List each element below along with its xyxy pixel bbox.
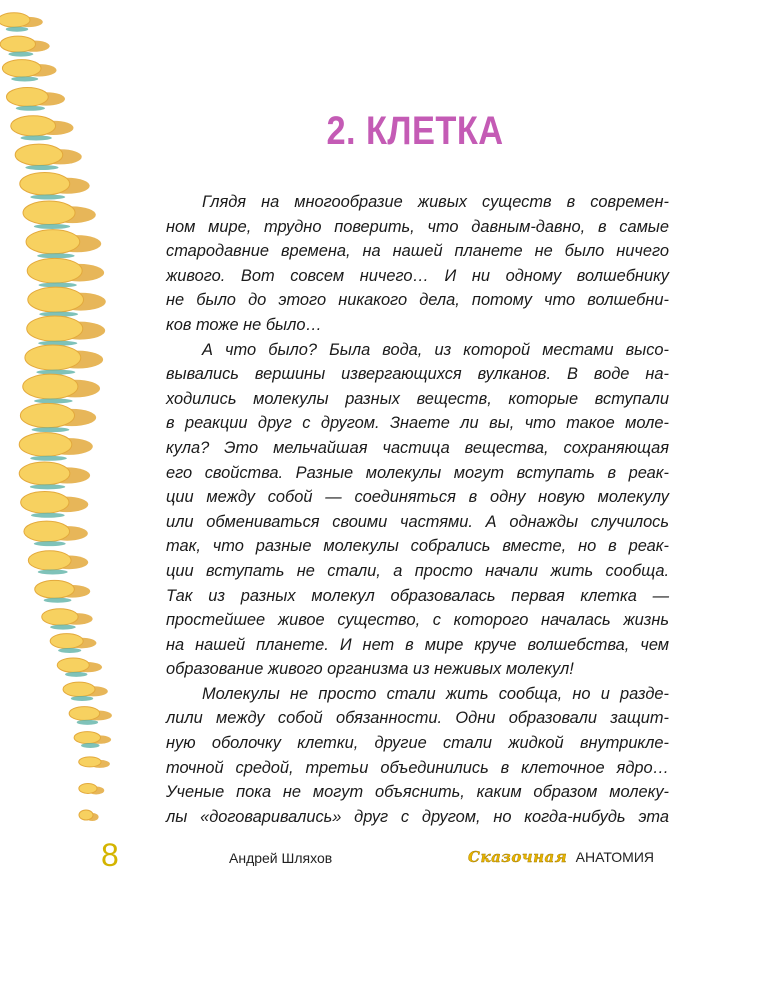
vertebra — [19, 433, 93, 457]
text-line: живого. Вот совсем ничего… И ни одному волшебнику — [166, 266, 669, 285]
intervertebral-disc — [71, 696, 93, 701]
text-line: кула? Это мельчайшая частица вещества, сохраняющая — [166, 438, 669, 457]
vertebra — [0, 13, 43, 27]
vertebra — [25, 345, 103, 370]
text-line: не было до этого никакого дела, потому что волшебни- — [166, 291, 669, 310]
intervertebral-disc — [32, 427, 70, 432]
vertebra-body — [50, 634, 83, 649]
text-line: А что было? Была вода, из которой местами высо- — [202, 340, 669, 359]
vertebra — [24, 521, 88, 542]
vertebra-body — [27, 316, 83, 341]
body-text — [166, 190, 669, 829]
vertebra-body — [23, 374, 78, 399]
vertebra-body — [20, 173, 70, 195]
chapter-title: 2. КЛЕТКА — [326, 109, 504, 153]
intervertebral-disc — [8, 52, 33, 57]
text-line: образование живого организма из неживых молекул! — [166, 660, 574, 679]
vertebra — [26, 230, 101, 254]
vertebra — [6, 87, 65, 106]
text-line: на нашей планете. И нет в мире круче волшебства, чем — [166, 635, 669, 654]
vertebra — [28, 551, 88, 570]
vertebra — [0, 36, 50, 52]
intervertebral-disc — [30, 484, 65, 489]
text-line: стародавние времена, на нашей планете не было ничего — [166, 242, 669, 261]
vertebra — [27, 316, 105, 341]
vertebra — [28, 287, 106, 312]
text-line: Молекулы не просто стали жить сообща, но и разде- — [202, 684, 669, 703]
vertebra-body — [26, 230, 80, 254]
vertebra — [35, 580, 91, 598]
vertebra-body — [2, 60, 41, 77]
vertebra — [79, 810, 99, 821]
intervertebral-disc — [34, 398, 73, 403]
intervertebral-disc — [34, 541, 66, 546]
text-line: ции между собой — соединяться в одну новую молекулу — [166, 488, 669, 507]
text-line: ную оболочку клетки, другие стали жидкой внутрикле- — [166, 734, 669, 753]
vertebra-body — [23, 201, 75, 224]
vertebra — [21, 492, 89, 514]
text-line: ходились молекулы разных веществ, которые вступали — [166, 389, 669, 408]
text-line: точной средой, третьи объединились в клеточное ядро… — [166, 758, 669, 777]
text-line: вывались вершины извергающихся вулканов. В воде на- — [166, 365, 669, 384]
vertebra — [19, 462, 90, 485]
vertebra — [15, 144, 82, 165]
vertebra-body — [79, 757, 101, 767]
intervertebral-disc — [6, 27, 28, 32]
intervertebral-disc — [16, 106, 45, 111]
text-line: Глядя на многообразие живых существ в современ- — [202, 193, 669, 211]
text-line: его свойства. Разные молекулы могут вступать в реак- — [166, 463, 669, 482]
vertebra-body — [69, 707, 100, 721]
intervertebral-disc — [37, 253, 75, 258]
text-line: или обмениваться своими частями. А однажды случилось — [166, 512, 669, 531]
intervertebral-disc — [44, 598, 72, 603]
vertebra — [20, 403, 96, 427]
intervertebral-disc — [31, 513, 65, 518]
vertebra-body — [63, 682, 95, 696]
vertebra-body — [15, 144, 63, 165]
vertebra-body — [20, 403, 74, 427]
vertebra-body — [79, 810, 93, 820]
vertebra-body — [19, 433, 72, 457]
text-line: ном мире, трудно поверить, что давным-давно, в самые — [166, 217, 669, 236]
series-title-plain: АНАТОМИЯ — [575, 849, 654, 865]
vertebra — [11, 116, 74, 136]
vertebra — [69, 707, 112, 721]
series-title-fancy: Сказочная — [468, 848, 568, 866]
vertebra — [27, 258, 104, 283]
vertebra-body — [28, 287, 84, 312]
vertebra — [20, 173, 90, 195]
spine-illustration — [0, 0, 150, 830]
vertebra — [23, 201, 96, 224]
text-line: так, что разные молекулы собрались вместе, но в реак- — [166, 537, 669, 556]
vertebra-body — [6, 87, 48, 106]
intervertebral-disc — [81, 743, 99, 748]
vertebra-body — [0, 36, 35, 52]
vertebra-body — [74, 732, 100, 744]
vertebra — [50, 634, 96, 649]
text-line: ции вступать не стали, а просто начали жить сообща. — [166, 561, 669, 580]
text-line: простейшее живое существо, с которого началась жизнь — [166, 611, 669, 630]
intervertebral-disc — [58, 648, 81, 653]
vertebra — [74, 732, 111, 744]
series-title — [468, 846, 654, 869]
text-line: Ученые пока не могут объяснить, каким образом молеку- — [166, 783, 669, 802]
vertebra — [79, 783, 104, 794]
vertebra-body — [0, 13, 30, 27]
intervertebral-disc — [38, 569, 68, 574]
page-number: 8 — [101, 837, 119, 873]
author-name: Андрей Шляхов — [229, 850, 333, 866]
vertebra — [2, 60, 56, 77]
text-line: лы «договаривались» друг с другом, но когда-нибудь эта — [166, 807, 669, 826]
vertebra — [23, 374, 100, 399]
text-line: ков тоже не было… — [166, 315, 322, 334]
vertebra-body — [35, 580, 75, 598]
vertebra-body — [24, 521, 70, 542]
intervertebral-disc — [65, 672, 87, 677]
vertebra — [63, 682, 108, 696]
intervertebral-disc — [30, 195, 65, 200]
vertebra-body — [57, 658, 89, 672]
intervertebral-disc — [34, 224, 70, 229]
intervertebral-disc — [77, 720, 98, 725]
vertebra-body — [79, 783, 97, 793]
text-line: в реакции друг с другом. Знаете ли вы, что такое моле- — [166, 414, 669, 433]
vertebra-body — [11, 116, 56, 136]
vertebra — [57, 658, 102, 672]
intervertebral-disc — [30, 456, 67, 461]
vertebra-body — [19, 462, 70, 485]
vertebra — [42, 609, 93, 625]
vertebra-body — [42, 609, 78, 625]
vertebra — [79, 757, 110, 768]
vertebra-body — [21, 492, 69, 514]
intervertebral-disc — [50, 625, 75, 630]
vertebra-body — [28, 551, 71, 570]
vertebra-body — [25, 345, 81, 370]
intervertebral-disc — [20, 135, 51, 140]
intervertebral-disc — [11, 76, 38, 81]
text-line: Так из разных молекул образовалась первая клетка — — [166, 586, 669, 605]
intervertebral-disc — [25, 165, 58, 170]
text-line: лили между собой обязанности. Одни образовали защит- — [166, 709, 669, 728]
vertebra-body — [27, 258, 82, 283]
